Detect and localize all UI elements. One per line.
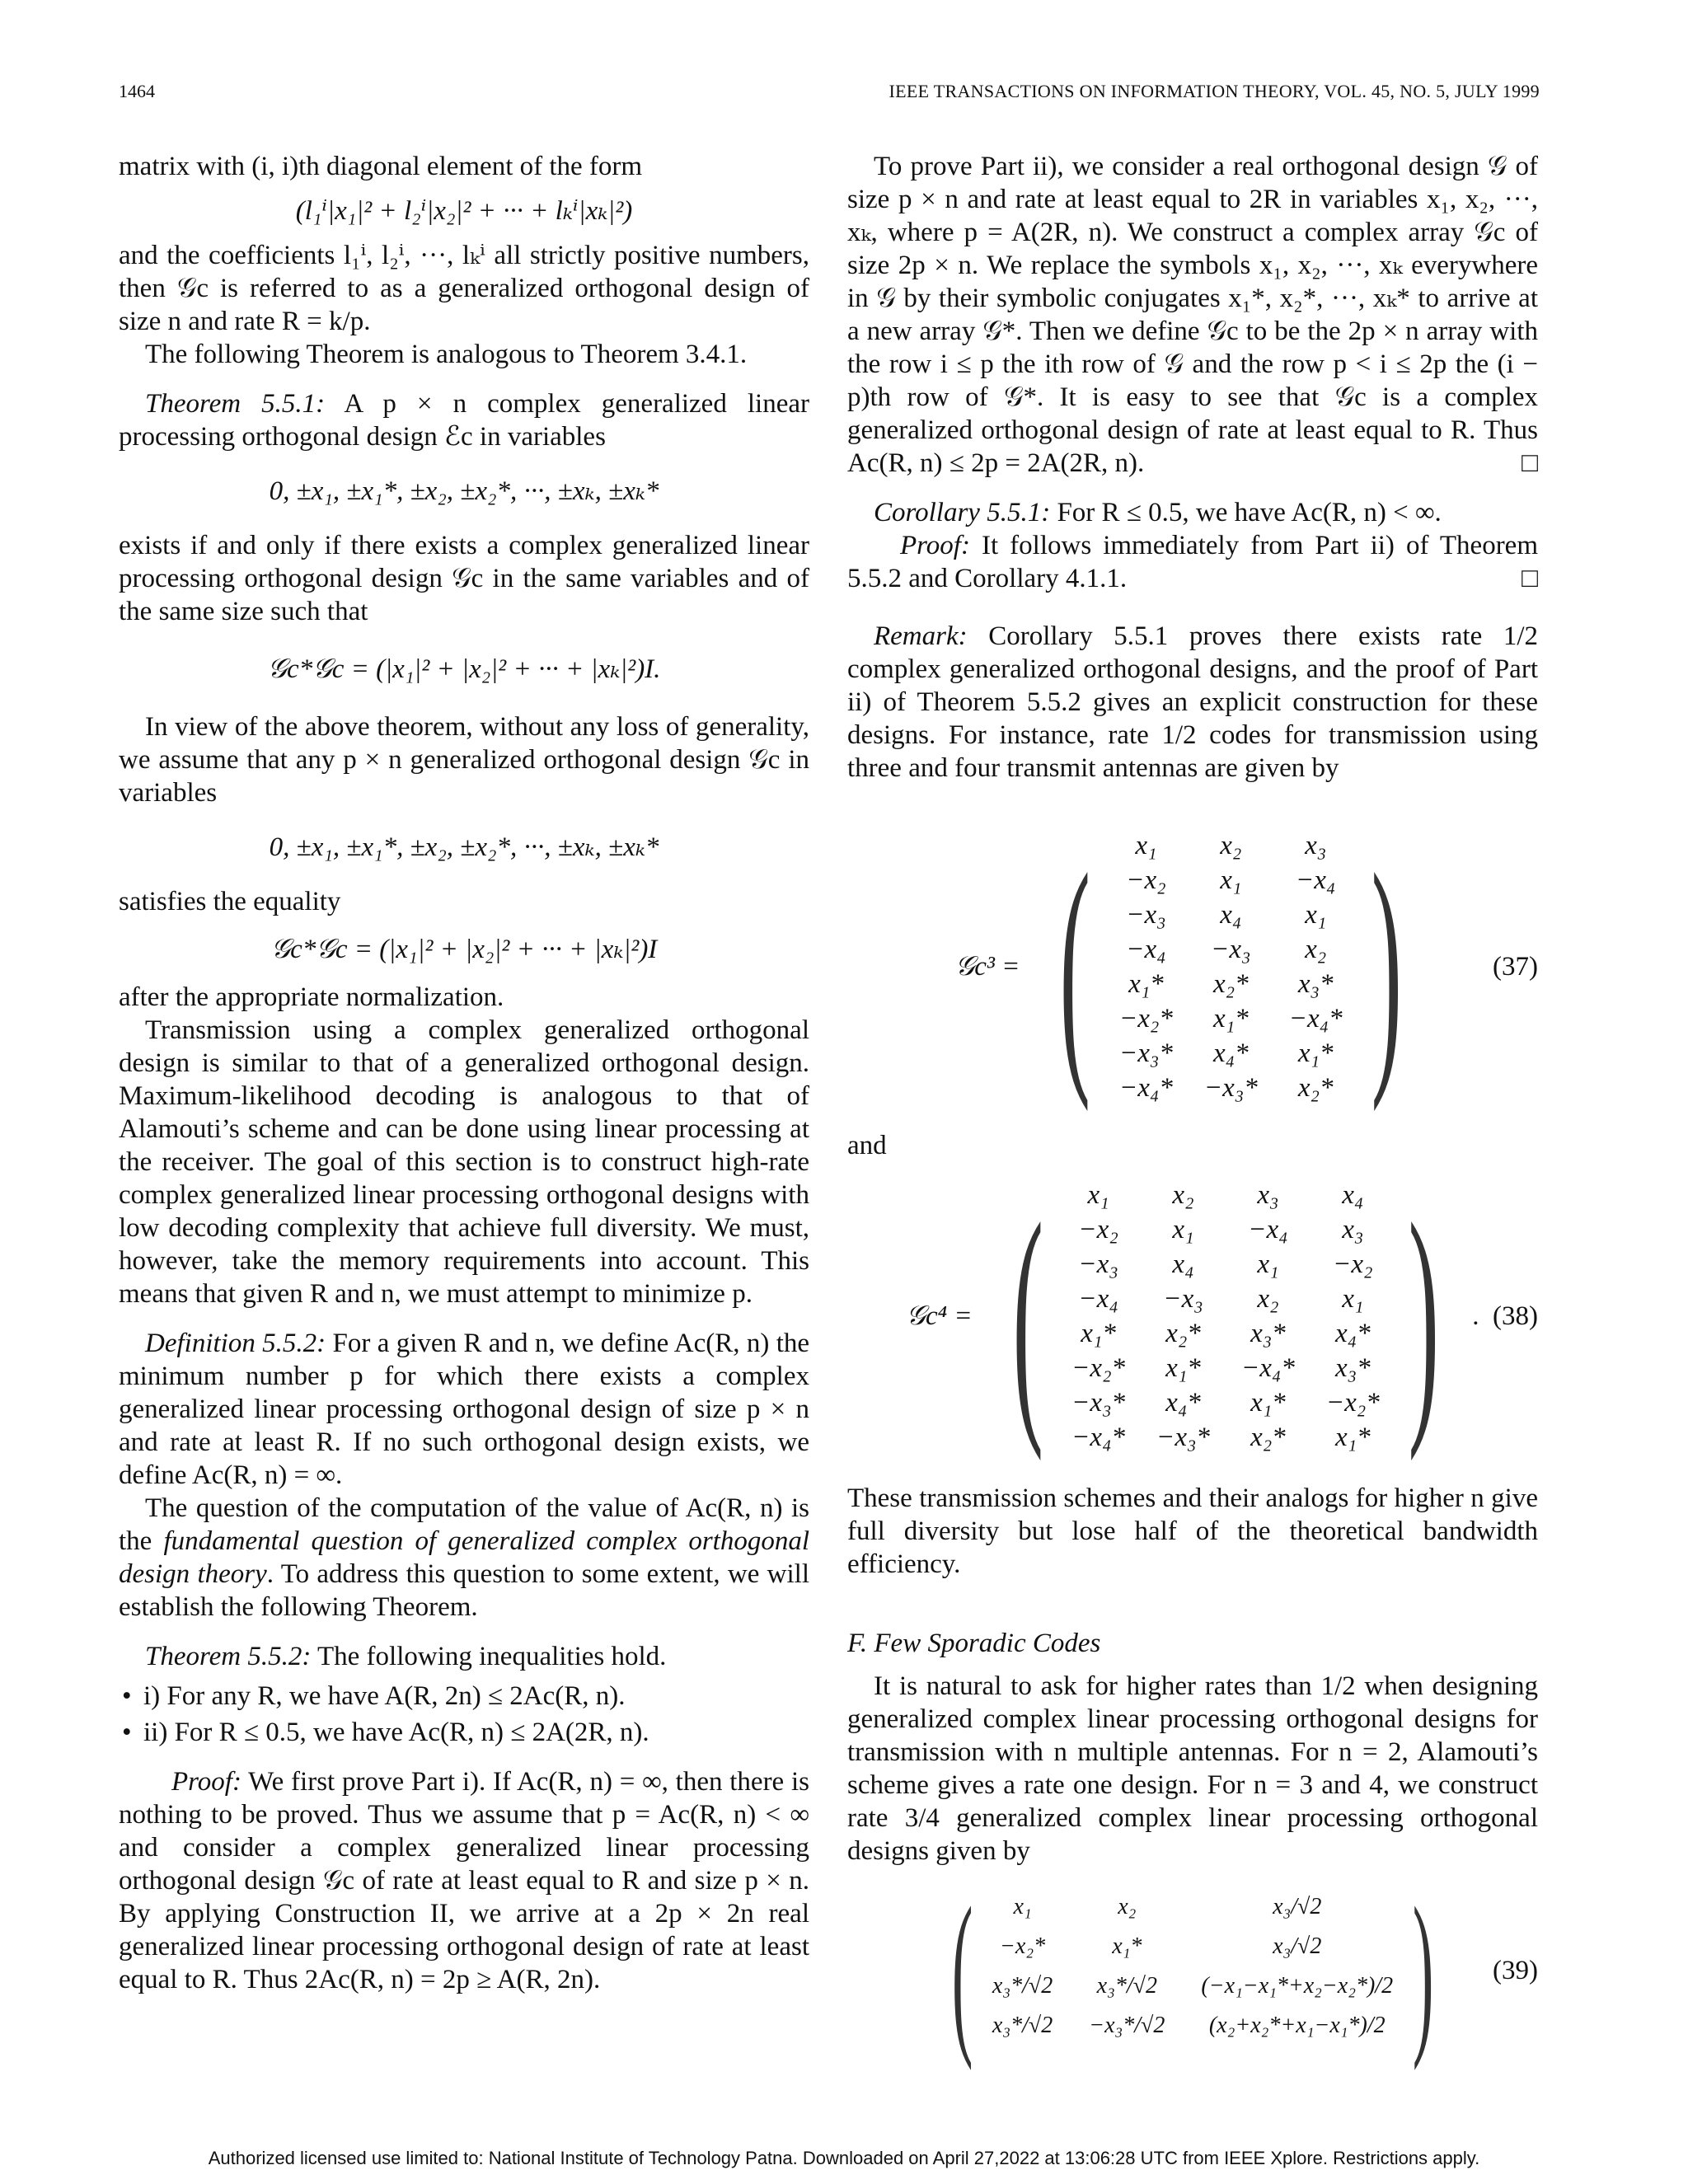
matrix-cell: x₃ <box>1257 1180 1279 1210</box>
matrix-cell: x₄ <box>1220 900 1242 930</box>
matrix-cell: −x₂ <box>1333 1249 1373 1279</box>
remark-text: Corollary 5.5.1 proves there exists rate 1/2 complex generalized orthogonal designs, and the proof of Part ii) of Theorem 5.5.2 gives an explicit construction for these designs. For instance, rate 1/2 codes for transmission using three and four transmit antennas are given by <box>847 621 1539 783</box>
matrix-cell: −x₃ <box>1126 900 1166 930</box>
matrix-cell: x₄* <box>1165 1388 1201 1418</box>
paragraph: In view of the above theorem, without any loss of generality, we assume that any p × n generalized orthogonal design 𝒢c in variables <box>119 712 809 808</box>
matrix-cell: −x₄* <box>1288 1004 1343 1033</box>
corollary-5-5-1 <box>847 496 1538 529</box>
matrix-rate-3-4 <box>932 1870 1454 2071</box>
matrix-cell: x₄* <box>1212 1038 1249 1068</box>
journal-header: IEEE TRANSACTIONS ON INFORMATION THEORY, VOL. 45, NO. 5, JULY 1999 <box>889 81 1540 101</box>
equation-37 <box>847 821 1538 1113</box>
matrix-cell: x₃* <box>1334 1353 1371 1383</box>
matrix-cell: x₁* <box>1112 1933 1142 1959</box>
equation-orthogonality-2: 𝒢c*𝒢c = (|x₁|² + |x₂|² + ··· + |xₖ|²)I <box>270 935 658 964</box>
matrix-cell: x₂* <box>1165 1319 1201 1348</box>
equation-diagonal: (l₁ⁱ|x₁|² + l₂ⁱ|x₂|² + ··· + lₖⁱ|xₖ|²) <box>295 196 633 226</box>
period: . <box>1472 1301 1479 1331</box>
matrix-cell: x₄* <box>1334 1319 1371 1348</box>
paragraph: and <box>847 1131 887 1160</box>
matrix-cell: x₁ <box>1220 865 1242 895</box>
matrix-cell: −x₄* <box>1071 1422 1126 1452</box>
paragraph: The following Theorem is analogous to Theorem 3.4.1. <box>145 340 748 369</box>
matrix-cell: x₁* <box>1212 1004 1249 1033</box>
left-paren: ( <box>951 1870 973 2071</box>
matrix-cell: −x₄ <box>1078 1284 1118 1314</box>
corollary-proof <box>847 529 1538 595</box>
matrix-cell: (x₂+x₂*+x₁−x₁*)/2 <box>1208 2013 1386 2038</box>
definition-text: For a given R and n, we define Ac(R, n) the minimum number p for which there exists a complex generalized linear processing orthogonal design of size p × n and rate at least R. If no such orthogonal design exists, we define Ac(R, n) = ∞. <box>119 1329 810 1490</box>
matrix-cell: x₃*/√2 <box>992 2013 1053 2038</box>
matrix-grid <box>1071 1175 1380 1457</box>
matrix-g4 <box>984 1170 1468 1462</box>
matrix-cell: x₁* <box>1081 1319 1116 1348</box>
matrix-cell: x₄ <box>1172 1249 1194 1279</box>
proof <box>119 1765 809 1996</box>
paragraph: satisfies the equality <box>119 887 341 916</box>
matrix-cell: x₂ <box>1220 831 1242 860</box>
matrix-cell: x₃* <box>1250 1319 1286 1348</box>
paragraph <box>119 1492 809 1624</box>
matrix-cell: x₁* <box>1128 969 1164 999</box>
matrix-cell: −x₄* <box>1240 1353 1295 1383</box>
equation-variables-1: 0, ±x₁, ±x₁*, ±x₂, ±x₂*, ···, ±xₖ, ±xₖ* <box>269 476 659 506</box>
right-column <box>847 150 1538 2077</box>
matrix-name: 𝒢c⁴ = <box>906 1301 973 1331</box>
matrix-cell: x₄ <box>1342 1180 1364 1210</box>
matrix-g3 <box>1031 821 1430 1113</box>
text: To prove Part ii), we consider a real orthogonal design 𝒢 of size p × n and rate at least equal to 2R in variables x₁, x₂, ···, xₖ, where p = A(2R, n). We construct a complex array 𝒢c of size 2p × n. We replace the symbols x₁, x₂, ···, xₖ everywhere in 𝒢 by their symbolic conjugates x₁*, x₂*, ···, xₖ* to arrive at a new array 𝒢*. Then we define 𝒢c to be the 2p × n array with the row i ≤ p the ith row of 𝒢 and the row p < i ≤ 2p the (i − p)th row of 𝒢*. It is easy to see that 𝒢c is a complex generalized orthogonal design of rate at least equal to R. Thus Ac(R, n) ≤ 2p = 2A(2R, n). <box>847 152 1538 478</box>
proof-label: Proof: <box>171 1767 241 1797</box>
theorem-label: Theorem 5.5.1: <box>145 389 326 419</box>
left-paren: ( <box>1060 821 1091 1113</box>
equation-orthogonality-1: 𝒢c*𝒢c = (|x₁|² + |x₂|² + ··· + |xₖ|²)I. <box>267 654 661 684</box>
page-number: 1464 <box>119 81 155 101</box>
qed-symbol: □ <box>1522 448 1538 478</box>
right-paren: ) <box>1408 1170 1439 1462</box>
matrix-cell: −x₂ <box>1126 865 1166 895</box>
matrix-cell: −x₂* <box>1325 1388 1380 1418</box>
matrix-cell: x₃* <box>1297 969 1334 999</box>
bullet-item: • i) For any R, we have A(R, 2n) ≤ 2Ac(R, n). <box>143 1680 809 1713</box>
paragraph: exists if and only if there exists a complex generalized linear processing orthogonal design 𝒢c in the same variables and of the same size such that <box>119 531 809 626</box>
matrix-grid <box>1119 826 1343 1108</box>
remark-label: Remark: <box>874 621 968 651</box>
theorem-5-5-1 <box>119 387 809 453</box>
matrix-cell: x₂ <box>1172 1180 1194 1210</box>
matrix-cell: x₂* <box>1212 969 1249 999</box>
text: The question of the computation of the value of Ac(R, n) is the <box>119 1493 809 1556</box>
matrix-cell: x₂ <box>1118 1894 1137 1919</box>
paragraph: Transmission using a complex generalized orthogonal design is similar to that of a generalized orthogonal design. Maximum-likelihood decoding is analogous to that of Alamouti’s scheme and can be done using linear processing at the receiver. The goal of this section is to construct high-rate complex generalized linear processing orthogonal designs with low decoding complexity that achieve full diversity. We must, however, take the memory requirements into account. This means that given R and n, we must attempt to minimize p. <box>119 1015 809 1309</box>
matrix-cell: x₁ <box>1305 900 1327 930</box>
paragraph: and the coefficients l₁ⁱ, l₂ⁱ, ···, lₖⁱ all strictly positive numbers, then 𝒢c is referred to as a generalized orthogonal design of size n and rate R = k/p. <box>119 241 809 336</box>
theorem-text: The following inequalities hold. <box>317 1642 667 1671</box>
left-column <box>119 150 809 1996</box>
equation-number: (38) <box>1493 1301 1538 1331</box>
paragraph: It is natural to ask for higher rates than 1/2 when designing generalized complex linear processing orthogonal designs for transmission with n multiple antennas. For n = 2, Alamouti’s scheme gives a rate one design. For n = 3 and 4, we construct rate 3/4 generalized complex linear processing orthogonal designs given by <box>847 1671 1538 1866</box>
matrix-cell: x₁ <box>1135 831 1157 860</box>
matrix-cell: −x₃* <box>1203 1073 1258 1103</box>
matrix-cell: (−x₁−x₁*+x₂−x₂*)/2 <box>1201 1973 1394 1999</box>
right-paren: ) <box>1371 821 1402 1113</box>
matrix-cell: x₁* <box>1297 1038 1334 1068</box>
theorem-text: A p × n complex generalized linear processing orthogonal design ℰc in variables <box>119 389 809 452</box>
matrix-cell: x₁ <box>1342 1284 1364 1314</box>
matrix-cell: −x₂* <box>1071 1353 1126 1383</box>
matrix-cell: x₁* <box>1334 1422 1371 1452</box>
matrix-cell: x₃/√2 <box>1273 1894 1322 1919</box>
equation-39 <box>847 1870 1538 2071</box>
matrix-cell: −x₃ <box>1211 935 1251 964</box>
matrix-cell: x₂ <box>1305 935 1327 964</box>
right-paren: ) <box>1412 1870 1434 2071</box>
matrix-cell: −x₃ <box>1163 1284 1203 1314</box>
paragraph: These transmission schemes and their analogs for higher n give full diversity but lose half of the theoretical bandwidth efficiency. <box>847 1483 1538 1579</box>
text: . To address this question to some extent, we will establish the following Theorem. <box>119 1559 809 1622</box>
matrix-cell: x₁ <box>1013 1894 1032 1919</box>
paragraph: matrix with (i, i)th diagonal element of the form <box>119 152 643 181</box>
matrix-grid <box>992 1889 1393 2052</box>
matrix-cell: x₂ <box>1257 1284 1279 1314</box>
matrix-cell: −x₂* <box>1000 1933 1046 1959</box>
corollary-label: Corollary 5.5.1: <box>874 498 1051 527</box>
definition-label: Definition 5.5.2: <box>145 1329 326 1358</box>
proof-label: Proof: <box>900 531 970 560</box>
matrix-cell: x₃/√2 <box>1273 1933 1322 1959</box>
equation-variables-2: 0, ±x₁, ±x₁*, ±x₂, ±x₂*, ···, ±xₖ, ±xₖ* <box>269 832 659 862</box>
matrix-cell: −x₃* <box>1118 1038 1173 1068</box>
equation-number: (37) <box>1493 952 1538 982</box>
matrix-cell: −x₃ <box>1078 1249 1118 1279</box>
bullet-item: • ii) For R ≤ 0.5, we have Ac(R, n) ≤ 2A(2R, n). <box>143 1716 809 1749</box>
matrix-cell: −x₃* <box>1071 1388 1126 1418</box>
matrix-cell: −x₄* <box>1118 1073 1173 1103</box>
matrix-cell: x₃*/√2 <box>1096 1973 1157 1999</box>
paragraph: after the appropriate normalization. <box>119 982 504 1012</box>
matrix-cell: x₃*/√2 <box>992 1973 1053 1999</box>
theorem-5-5-2 <box>119 1640 809 1673</box>
proof-text: We first prove Part i). If Ac(R, n) = ∞, then there is nothing to be proved. Thus we assume that p = Ac(R, n) < ∞ and consider a complex generalized linear processing orthogonal design 𝒢c of rate at least equal to R and size p × n. By applying Construction II, we arrive at a 2p × 2n real generalized linear processing orthogonal design of rate at least equal to R. Thus 2Ac(R, n) = 2p ≥ A(R, 2n). <box>119 1767 809 1994</box>
matrix-cell: −x₂* <box>1118 1004 1173 1033</box>
matrix-cell: x₁ <box>1172 1215 1194 1244</box>
paragraph <box>847 150 1538 480</box>
matrix-cell: −x₄ <box>1248 1215 1288 1244</box>
matrix-name: 𝒢c³ = <box>954 952 1020 982</box>
matrix-cell: x₁* <box>1250 1388 1286 1418</box>
matrix-cell: −x₂ <box>1078 1215 1118 1244</box>
left-paren: ( <box>1012 1170 1043 1462</box>
theorem-bullets <box>119 1680 809 1749</box>
emphasis-text: fundamental question of generalized complex orthogonal design theory <box>119 1526 810 1589</box>
matrix-cell: x₂* <box>1297 1073 1334 1103</box>
matrix-cell: x₁* <box>1165 1353 1201 1383</box>
equation-38 <box>847 1170 1538 1462</box>
matrix-cell: −x₄ <box>1126 935 1166 964</box>
matrix-cell: x₁ <box>1257 1249 1279 1279</box>
matrix-cell: −x₃*/√2 <box>1089 2013 1165 2038</box>
corollary-text: For R ≤ 0.5, we have Ac(R, n) < ∞. <box>1057 498 1442 527</box>
matrix-cell: x₁ <box>1087 1180 1109 1210</box>
matrix-cell: x₃ <box>1305 831 1327 860</box>
section-title: F. Few Sporadic Codes <box>847 1629 1101 1658</box>
equation-number: (39) <box>1493 1956 1538 1985</box>
qed-symbol: □ <box>1522 564 1538 593</box>
remark <box>847 620 1538 785</box>
license-footer: Authorized licensed use limited to: National Institute of Technology Patna. Downloaded on April 27,2022 at 13:06:28 UTC from IEEE Xplore. Restrictions apply. <box>208 2148 1480 2168</box>
matrix-cell: x₂* <box>1250 1422 1286 1452</box>
proof-text: It follows immediately from Part ii) of Theorem 5.5.2 and Corollary 4.1.1. <box>847 531 1539 593</box>
theorem-label: Theorem 5.5.2: <box>145 1642 312 1671</box>
definition-5-5-2 <box>119 1327 809 1492</box>
matrix-cell: x₃ <box>1342 1215 1364 1244</box>
matrix-cell: −x₄ <box>1295 865 1336 895</box>
matrix-cell: −x₃* <box>1156 1422 1210 1452</box>
